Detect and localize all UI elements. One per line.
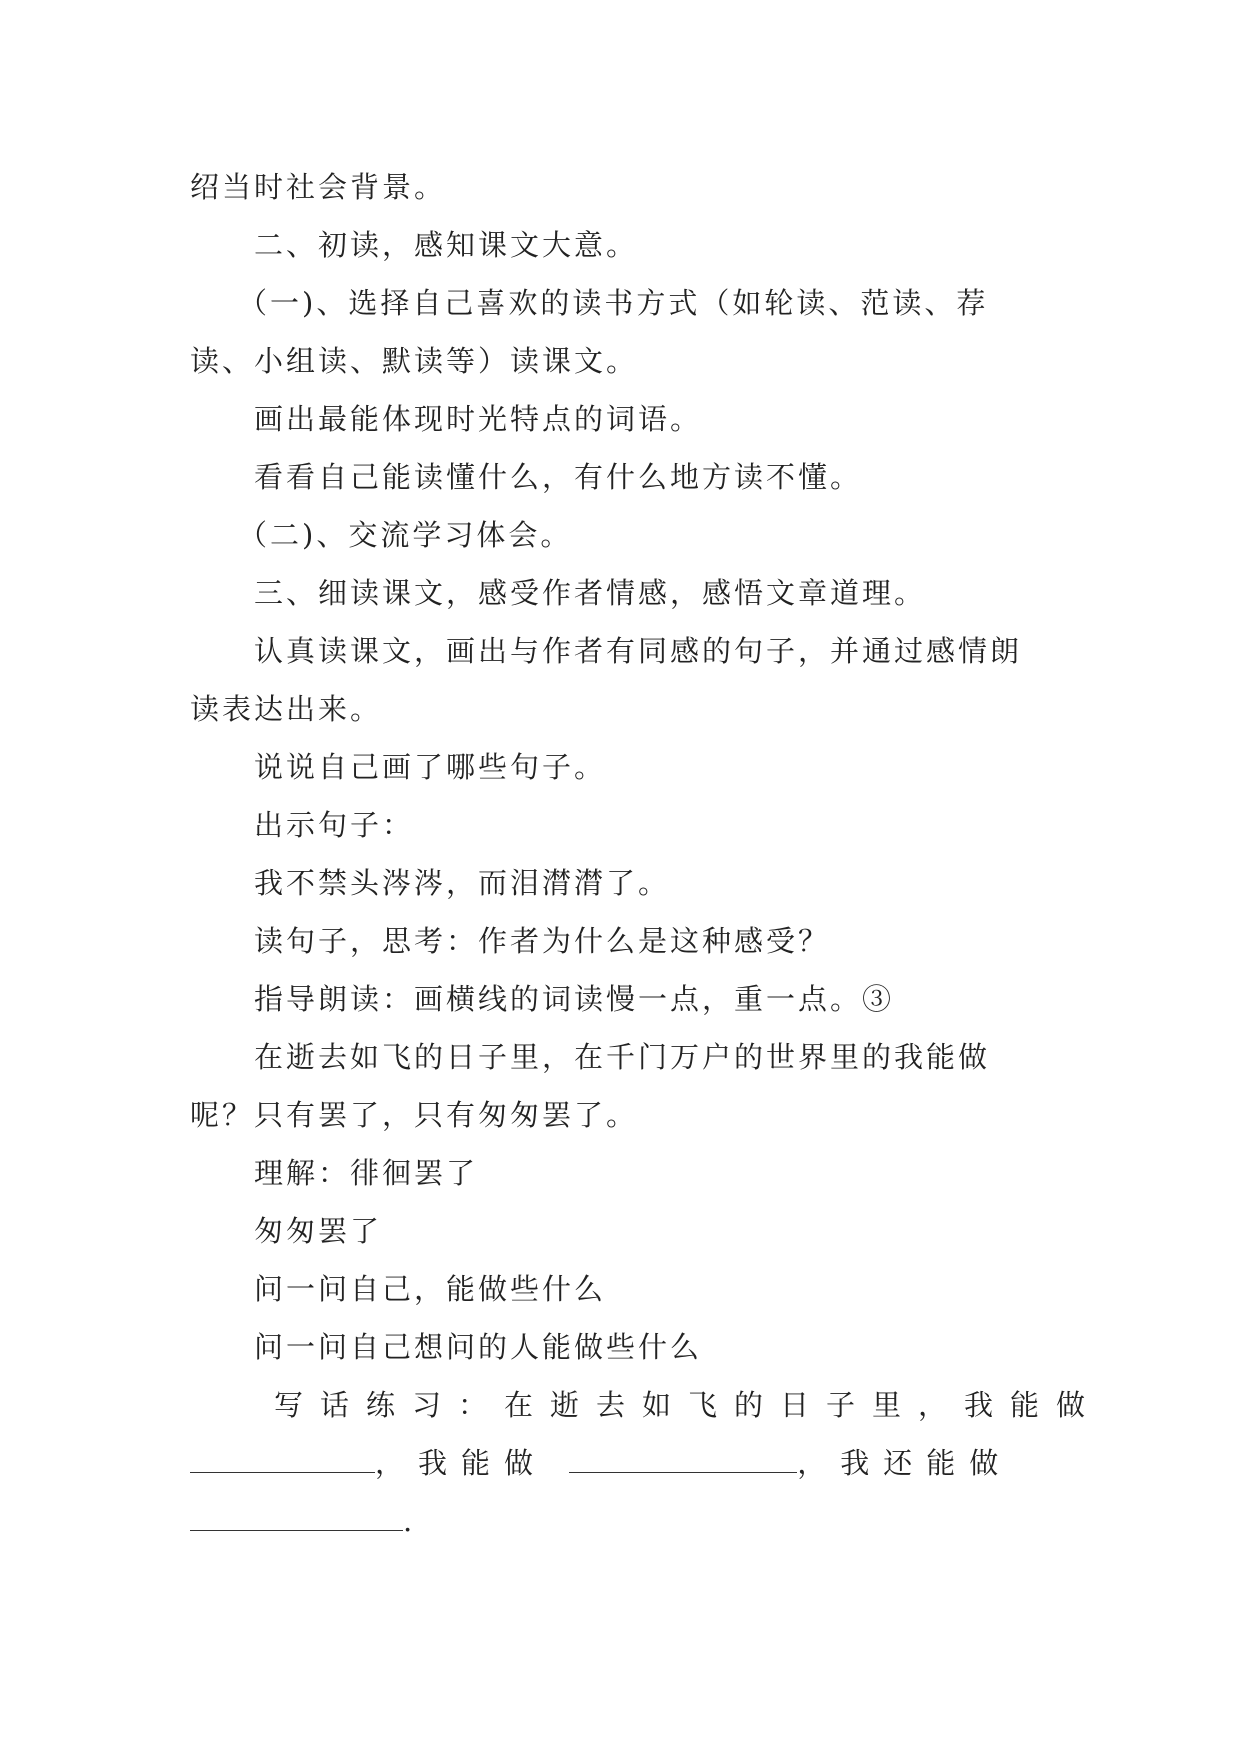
text-line: （二)、交流学习体会。 [238,518,573,552]
text-line: 匆匆罢了 [254,1214,383,1248]
text-line: 读句子，思考：作者为什么是这种感受？ [254,924,831,958]
fill-blank-1[interactable] [190,1450,375,1473]
document-body [190,158,1103,1550]
text-line: 出示句子： [254,808,415,842]
exercise-prompt: 写话练习：在逝去如飞的日子里，我能做 [274,1388,1103,1422]
section-heading: 三、细读课文，感受作者情感，感悟文章道理。 [254,576,927,610]
section-heading: 二、初读，感知课文大意。 [254,228,639,262]
quoted-sentence: 呢？只有罢了，只有匆匆罢了。 [190,1098,639,1132]
text-line: 看看自己能读懂什么，有什么地方读不懂。 [254,460,863,494]
exercise-line-1 [190,1376,1103,1434]
text-line: 画出最能体现时光特点的词语。 [254,402,703,436]
fill-blank-2[interactable] [569,1450,797,1473]
text-line: 认真读课文，画出与作者有同感的句子，并通过感情朗 [254,634,1023,668]
text-line: 读、小组读、默读等）读课文。 [190,344,639,378]
text-line: 说说自己画了哪些句子。 [254,750,607,784]
exercise-end: . [403,1504,416,1538]
text-line: （一)、选择自己喜欢的读书方式（如轮读、范读、荐 [238,286,989,320]
text-line: 理解：徘徊罢了 [254,1156,479,1190]
quoted-sentence: 我不禁头涔涔，而泪潸潸了。 [254,866,671,900]
quoted-sentence: 在逝去如飞的日子里，在千门万户的世界里的我能做 [254,1040,991,1074]
text-line: 指导朗读：画横线的词读慢一点，重一点。③ [254,982,895,1016]
text-line: 问一问自己，能做些什么 [254,1272,607,1306]
exercise-line-2 [190,1434,1050,1492]
fill-blank-3[interactable] [190,1508,403,1531]
text-line: 绍当时社会背景。 [190,170,447,204]
text-line: 读表达出来。 [190,692,383,726]
exercise-line-3 [190,1492,1050,1550]
exercise-part-a: ，我能做 [375,1446,548,1480]
text-line: 问一问自己想问的人能做些什么 [254,1330,703,1364]
exercise-part-b: ，我还能做 [797,1446,1013,1480]
